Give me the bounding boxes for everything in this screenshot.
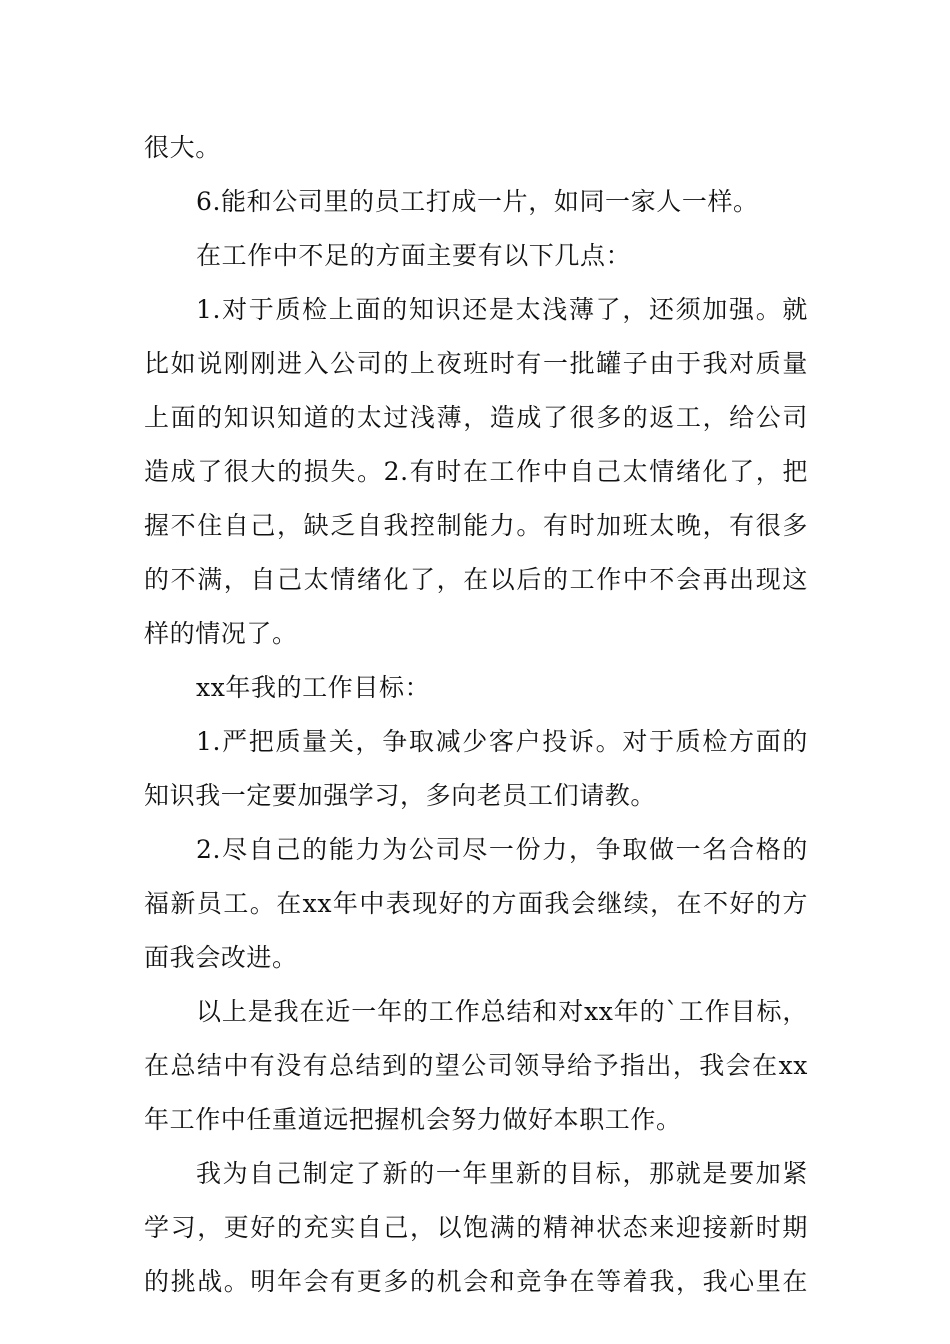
text-line: 的不满，自己太情绪化了，在以后的工作中不会再出现这 <box>144 565 808 594</box>
text-line: 学习，更好的充实自己，以饱满的精神状态来迎接新时期 <box>144 1213 808 1242</box>
text-line: 以上是我在近一年的工作总结和对xx年的`工作目标， <box>196 997 808 1026</box>
text-line: 上面的知识知道的太过浅薄，造成了很多的返工，给公司 <box>144 403 808 432</box>
text-line: 样的情况了。 <box>144 619 298 648</box>
text-line: 的挑战。明年会有更多的机会和竞争在等着我，我心里在 <box>144 1267 808 1296</box>
text-line: 年工作中任重道远把握机会努力做好本职工作。 <box>144 1105 682 1134</box>
text-line: 很大。 <box>144 133 221 162</box>
text-line: 面我会改进。 <box>144 943 298 972</box>
text-line: 1.严把质量关，争取减少客户投诉。对于质检方面的 <box>196 727 808 756</box>
text-line: 福新员工。在xx年中表现好的方面我会继续，在不好的方 <box>144 889 808 918</box>
text-line: 2.尽自己的能力为公司尽一份力，争取做一名合格的 <box>196 835 808 864</box>
text-line: 比如说刚刚进入公司的上夜班时有一批罐子由于我对质量 <box>144 349 808 378</box>
text-line: 造成了很大的损失。2.有时在工作中自己太情绪化了，把 <box>144 457 808 486</box>
text-line: 知识我一定要加强学习，多向老员工们请教。 <box>144 781 657 810</box>
text-line: xx年我的工作目标： <box>196 673 431 702</box>
text-line: 6.能和公司里的员工打成一片，如同一家人一样。 <box>196 187 759 216</box>
text-line: 握不住自己，缺乏自我控制能力。有时加班太晚，有很多 <box>144 511 808 540</box>
text-line: 在总结中有没有总结到的望公司领导给予指出，我会在xx <box>144 1051 808 1080</box>
text-line: 1.对于质检上面的知识还是太浅薄了，还须加强。就 <box>196 295 808 324</box>
text-line: 在工作中不足的方面主要有以下几点： <box>196 241 632 270</box>
text-line: 我为自己制定了新的一年里新的目标，那就是要加紧 <box>196 1159 808 1188</box>
